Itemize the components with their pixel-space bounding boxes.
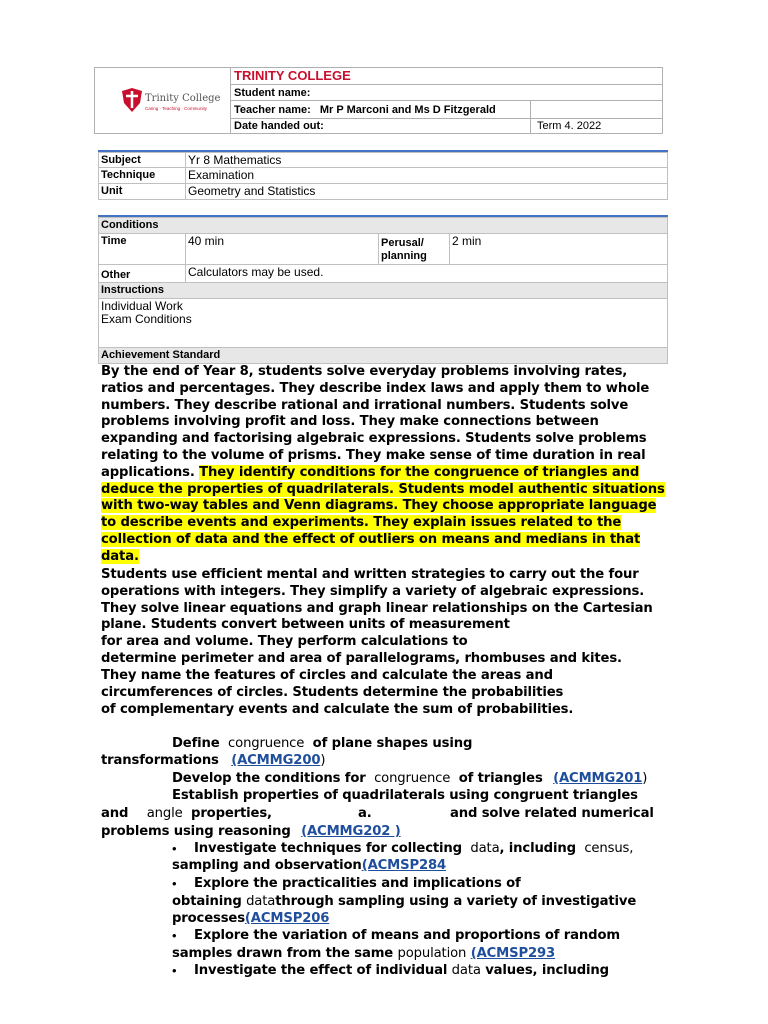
other-value: Calculators may be used.	[185, 264, 668, 283]
standard-line-3: They name the features of circles and calculate the areas and	[101, 668, 553, 683]
bullet-1-line2	[172, 858, 446, 873]
acmsp284-link[interactable]: (ACMSP284	[361, 858, 447, 873]
text: )	[320, 753, 326, 768]
bullet-2-line2	[172, 894, 636, 909]
instructions-heading: Instructions	[98, 282, 668, 299]
achievement-heading: Achievement Standard	[98, 347, 668, 364]
standard-highlighted: They identify conditions for the congruence of triangles and deduce the properties of quadrilaterals. Students model authentic situations with two-way tables and Venn diagrams. They choose appropriate language to describe events and experiments. They explain issues related to the collection of data and the effect of outliers on means and medians in that data.	[101, 464, 665, 564]
text: Develop the conditions for	[172, 771, 366, 786]
text: problems using reasoning	[101, 824, 291, 839]
content-item-3-a: a.	[358, 806, 372, 821]
bullet-1-line1	[194, 841, 633, 856]
conditions-heading: Conditions	[98, 217, 668, 234]
bullet-2-line1: Explore the practicalities and implications of	[194, 876, 521, 891]
standard-paragraph-2	[101, 567, 666, 634]
technique-value: Examination	[185, 167, 668, 184]
college-title-row	[231, 68, 663, 85]
instruction-individual: Individual Work	[101, 299, 183, 313]
acmsp206-link[interactable]: (ACMSP206	[244, 911, 330, 926]
text: data	[246, 894, 276, 909]
acmmg201-link[interactable]: (ACMMG201	[553, 771, 643, 786]
date-label: Date handed out:	[234, 120, 324, 132]
content-item-3-line2b: and solve related numerical	[450, 806, 654, 821]
standard-line-1: for area and volume. They perform calculations to	[101, 634, 468, 649]
logo-tagline: Caring · Teaching · Community	[145, 106, 207, 111]
standard-text: By the end of Year 8, students solve everyday problems involving rates, ratios and percentages. They describe index laws and apply them to whole numbers. They describe rational and irrational numbers. Students solve problems involving profit and loss. They make connections between expanding and factorising algebraic expressions. Students solve problems relating to the volume of prisms. They make sense of time duration in real applications.	[101, 364, 650, 480]
unit-value: Geometry and Statistics	[185, 183, 668, 200]
subject-value: Yr 8 Mathematics	[185, 152, 668, 168]
text: congruence	[228, 736, 305, 751]
text: and	[101, 806, 129, 821]
bullet-icon: •	[172, 963, 177, 978]
technique-label: Technique	[98, 167, 186, 184]
logo-text: Trinity College	[145, 93, 221, 104]
teacher-name-value: Mr P Marconi and Ms D Fitzgerald	[319, 104, 496, 116]
text: congruence	[374, 771, 451, 786]
content-item-1-line2	[101, 753, 325, 768]
crest-icon	[121, 87, 143, 113]
text: population	[397, 946, 467, 961]
standard-line-4: circumferences of circles. Students determine the probabilities	[101, 685, 564, 700]
bullet-4-line1	[194, 963, 609, 978]
perusal-value: 2 min	[449, 233, 668, 265]
teacher-name-label: Teacher name:	[234, 104, 311, 116]
college-title: TRINITY COLLEGE	[234, 68, 351, 83]
term-value: Term 4. 2022	[537, 120, 602, 132]
text: census,	[584, 841, 634, 856]
standard-line-5: of complementary events and calculate the sum of probabilities.	[101, 702, 574, 717]
text: values, including	[485, 963, 609, 978]
teacher-blank-cell	[531, 101, 663, 119]
text: Investigate the effect of individual	[194, 963, 448, 978]
content-item-2	[172, 771, 647, 786]
content-item-3-line2	[101, 806, 272, 821]
student-name-label: Student name:	[234, 87, 311, 99]
text: samples drawn from the same	[172, 946, 394, 961]
text: data	[470, 841, 500, 856]
date-row	[231, 119, 531, 134]
content-item-3-line3	[101, 824, 401, 839]
teacher-name-row	[231, 101, 531, 119]
subject-table	[98, 150, 668, 200]
text: properties,	[191, 806, 272, 821]
acmmg200-link[interactable]: (ACMMG200	[231, 753, 321, 768]
bullet-icon: •	[172, 928, 177, 943]
text: , including	[499, 841, 576, 856]
text: transformations	[101, 753, 219, 768]
text: sampling and observation	[172, 858, 362, 873]
achievement-standard-paragraph	[101, 364, 666, 566]
standard-text-2: Students use efficient mental and written strategies to carry out the four operations with integers. They simplify a variety of algebraic expressions. They solve linear equations and graph linear relationships on the Cartesian plane. Students convert between units of measurement	[101, 567, 653, 633]
text: obtaining	[172, 894, 242, 909]
acmmg202-link[interactable]: (ACMMG202 )	[301, 824, 401, 839]
other-label: Other	[98, 264, 186, 283]
text: through sampling using a variety of investigative	[275, 894, 637, 909]
text: processes	[172, 911, 245, 926]
header-table	[94, 67, 663, 134]
time-label: Time	[98, 233, 186, 265]
perusal-label: Perusal/ planning	[378, 233, 450, 265]
conditions-table	[98, 215, 668, 365]
time-value: 40 min	[185, 233, 379, 265]
text: )	[642, 771, 648, 786]
instruction-exam: Exam Conditions	[101, 312, 192, 326]
bullet-icon: •	[172, 841, 177, 856]
text: of plane shapes using	[312, 736, 473, 751]
content-item-3-line1: Establish properties of quadrilaterals using congruent triangles	[172, 788, 638, 803]
acmsp293-link[interactable]: (ACMSP293	[470, 946, 556, 961]
instructions-cell	[98, 298, 668, 348]
bullet-2-line3	[172, 911, 329, 926]
subject-label: Subject	[98, 152, 186, 168]
student-name-row	[231, 85, 663, 101]
bullet-3-line2	[172, 946, 555, 961]
text: Investigate techniques for collecting	[194, 841, 462, 856]
bullet-3-line1: Explore the variation of means and proportions of random	[194, 928, 620, 943]
standard-line-2: determine perimeter and area of parallelograms, rhombuses and kites.	[101, 651, 622, 666]
text: angle	[146, 806, 183, 821]
college-logo	[95, 68, 231, 133]
unit-label: Unit	[98, 183, 186, 200]
bullet-icon: •	[172, 876, 177, 891]
text: of triangles	[458, 771, 543, 786]
text: Define	[172, 736, 220, 751]
content-item-1-line1	[172, 736, 472, 751]
text: data	[451, 963, 481, 978]
